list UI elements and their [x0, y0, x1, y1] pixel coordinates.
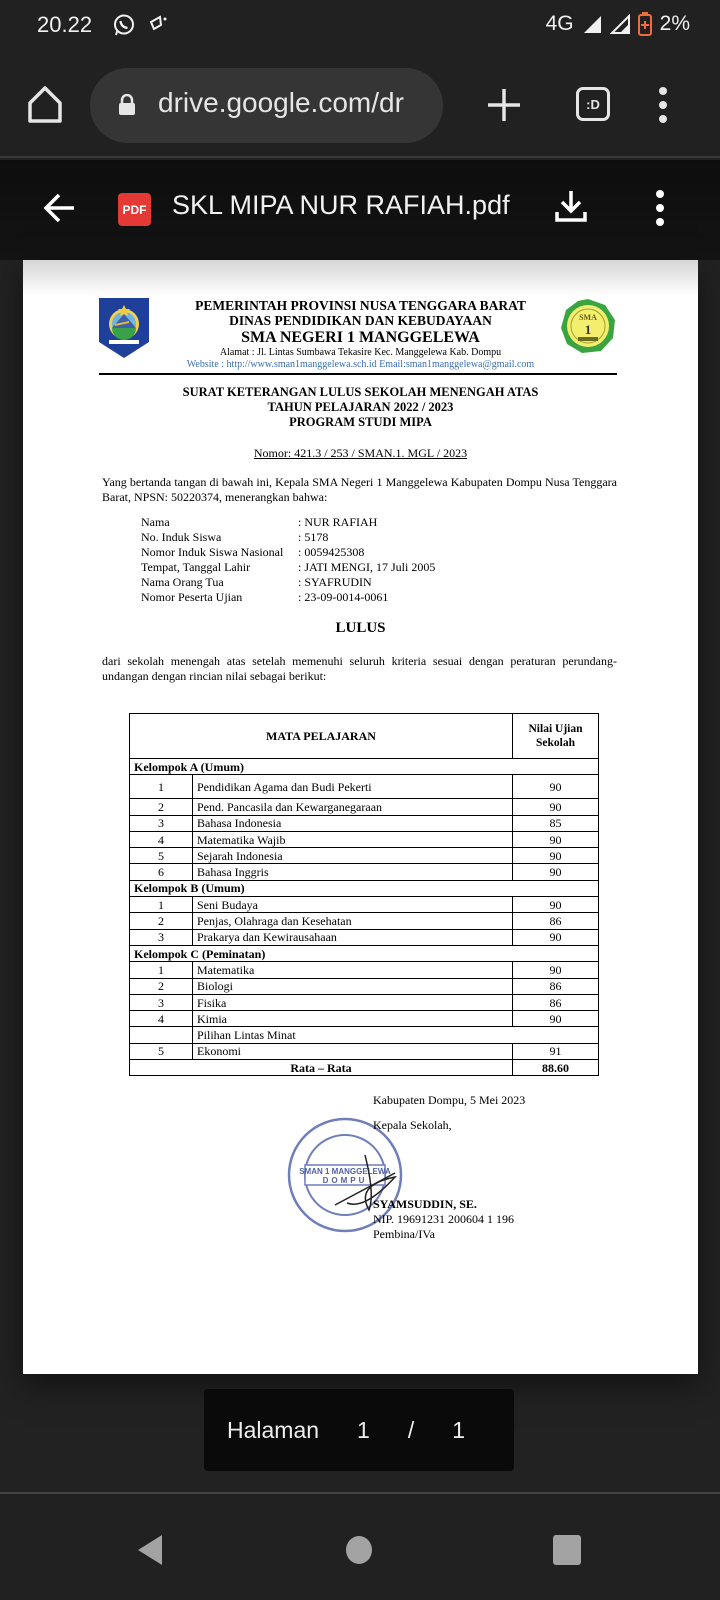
table-cell: 4 — [130, 831, 193, 847]
identity-row: Tempat, Tanggal Lahir : JATI MENGI, 17 Juli 2005 — [141, 560, 436, 574]
table-cell: Pilihan Lintas Minat — [193, 1027, 599, 1043]
identity-row: No. Induk Siswa : 5178 — [141, 530, 329, 544]
header-subject: MATA PELAJARAN — [130, 714, 513, 759]
table-cell: 2 — [130, 913, 193, 929]
table-row — [130, 831, 599, 847]
network-type: 4G — [545, 12, 574, 35]
page-top-shadow — [23, 260, 698, 296]
student-identity — [141, 515, 435, 605]
table-cell: Bahasa Indonesia — [193, 815, 513, 831]
table-cell: 90 — [513, 831, 599, 847]
group-row — [130, 945, 599, 961]
status-bar — [0, 0, 720, 55]
more-options-icon[interactable] — [652, 188, 668, 228]
table-row — [130, 994, 599, 1010]
battery-percent: 2% — [659, 12, 690, 35]
table-cell: Penjas, Olahraga dan Kesehatan — [193, 913, 513, 929]
table-row — [130, 962, 599, 978]
table-row — [130, 1011, 599, 1027]
table-cell: Kelompok B (Umum) — [130, 880, 599, 896]
table-cell: 90 — [513, 848, 599, 864]
table-cell: Kimia — [193, 1011, 513, 1027]
table-cell: 91 — [513, 1043, 599, 1059]
svg-text:DOMPU: DOMPU — [322, 1176, 368, 1185]
pdf-viewer[interactable] — [0, 260, 720, 1492]
table-cell: 5 — [130, 1043, 193, 1059]
table-cell: 90 — [513, 929, 599, 945]
table-row — [130, 978, 599, 994]
new-tab-plus-icon[interactable] — [484, 85, 524, 125]
page-label: Halaman — [227, 1416, 320, 1443]
letterhead-web: Website : http://www.sman1manggelewa.sch.id Email:sman1manggelewa@gmail.com — [186, 359, 535, 370]
criteria-paragraph: dari sekolah menengah atas setelah memenuhi seluruh kriteria sesuai dengan peraturan perundang-undangan dengan rincian nilai sebagai berikut: — [102, 654, 617, 683]
home-circle-icon[interactable] — [345, 1534, 373, 1566]
tab-switcher-button[interactable]: :D — [576, 87, 610, 121]
table-row — [130, 929, 599, 945]
identity-row: Nomor Induk Siswa Nasional : 0059425308 — [141, 545, 365, 559]
table-row — [130, 897, 599, 913]
signer-rank: Pembina/IVa — [373, 1227, 435, 1241]
signal-icon — [582, 14, 602, 34]
home-icon[interactable] — [24, 83, 66, 125]
download-icon[interactable] — [553, 188, 589, 224]
table-cell: 86 — [513, 994, 599, 1010]
table-cell: 86 — [513, 978, 599, 994]
table-cell: 90 — [513, 799, 599, 815]
table-cell: 90 — [513, 1011, 599, 1027]
table-cell: Pendidikan Agama dan Budi Pekerti — [193, 775, 513, 799]
title-line-2: TAHUN PELAJARAN 2022 / 2023 — [267, 400, 454, 414]
table-cell: Prakarya dan Kewirausahaan — [193, 929, 513, 945]
table-cell: 90 — [513, 962, 599, 978]
table-row — [130, 775, 599, 799]
header-score: Nilai Ujian Sekolah — [513, 714, 599, 759]
battery-low-icon — [638, 12, 652, 36]
table-header — [130, 714, 599, 759]
identity-row: Nama : NUR RAFIAH — [141, 515, 378, 529]
place-date: Kabupaten Dompu, 5 Mei 2023 — [373, 1093, 526, 1107]
pdf-file-icon: PDF — [118, 193, 151, 226]
signer-name: SYAMSUDDIN, SE. — [373, 1197, 477, 1211]
table-cell: 5 — [130, 848, 193, 864]
svg-text:SMAN 1 MANGGELEWA: SMAN 1 MANGGELEWA — [299, 1167, 391, 1176]
table-cell: 90 — [513, 897, 599, 913]
identity-row: Nama Orang Tua : SYAFRUDIN — [141, 575, 372, 589]
table-cell: Fisika — [193, 994, 513, 1010]
lintas-minat-row — [130, 1027, 599, 1043]
school-logo-icon — [560, 298, 616, 354]
table-cell: 90 — [513, 864, 599, 880]
letterhead-address: Alamat : Jl. Lintas Sumbawa Tekasire Kec. Manggelewa Kab. Dompu — [219, 347, 502, 358]
signer-nip: NIP. 19691231 200604 1 196 — [373, 1212, 515, 1226]
table-cell: 2 — [130, 799, 193, 815]
whatsapp-icon — [112, 13, 136, 37]
svg-text:SMA: SMA — [579, 313, 597, 322]
table-cell: 3 — [130, 815, 193, 831]
url-text[interactable]: drive.google.com/dr — [158, 87, 404, 118]
letterhead-school: SMA NEGERI 1 MANGGELEWA — [241, 329, 480, 346]
total-pages: 1 — [452, 1416, 466, 1443]
table-cell: 90 — [513, 775, 599, 799]
system-navigation-bar — [0, 1492, 720, 1600]
overflow-menu-icon[interactable] — [655, 85, 671, 125]
table-cell — [130, 1027, 193, 1043]
table-cell: Kelompok A (Umum) — [130, 759, 599, 775]
back-arrow-icon[interactable] — [42, 190, 78, 226]
table-cell: Matematika — [193, 962, 513, 978]
intro-paragraph: Yang bertanda tangan di bawah ini, Kepala SMA Negeri 1 Manggelewa Kabupaten Dompu Nusa Tenggara Barat, NPSN: 50220374, menerangkan bahwa: — [102, 475, 617, 504]
recents-square-icon[interactable] — [552, 1534, 582, 1566]
current-page: 1 — [357, 1416, 370, 1443]
average-label: Rata – Rata — [130, 1060, 513, 1076]
table-row — [130, 864, 599, 880]
letterhead-department: DINAS PENDIDIKAN DAN KEBUDAYAAN — [229, 313, 492, 328]
table-row — [130, 913, 599, 929]
table-cell: 1 — [130, 775, 193, 799]
back-triangle-icon[interactable] — [136, 1534, 164, 1566]
page-separator: / — [407, 1416, 415, 1443]
table-cell: 3 — [130, 929, 193, 945]
title-line-1: SURAT KETERANGAN LULUS SEKOLAH MENENGAH ATAS — [182, 385, 539, 399]
browser-toolbar — [0, 55, 720, 158]
pdf-viewer-toolbar — [0, 160, 720, 260]
graduation-status: LULUS — [335, 620, 386, 636]
table-cell: Bahasa Inggris — [193, 864, 513, 880]
table-cell: 4 — [130, 1011, 193, 1027]
letterhead-government: PEMERINTAH PROVINSI NUSA TENGGARA BARAT — [195, 298, 526, 313]
table-cell: 85 — [513, 815, 599, 831]
table-cell: 6 — [130, 864, 193, 880]
average-value: 88.60 — [513, 1060, 599, 1076]
table-cell: Seni Budaya — [193, 897, 513, 913]
signal-icon-2 — [610, 14, 630, 34]
table-cell: 1 — [130, 897, 193, 913]
table-cell: Pend. Pancasila dan Kewarganegaraan — [193, 799, 513, 815]
address-bar[interactable] — [90, 68, 443, 143]
table-cell: 1 — [130, 962, 193, 978]
lock-icon — [118, 94, 136, 116]
document-number: Nomor: 421.3 / 253 / SMAN.1. MGL / 2023 — [253, 446, 468, 460]
status-time: 20.22 — [37, 12, 93, 37]
table-cell: 2 — [130, 978, 193, 994]
table-cell: Ekonomi — [193, 1043, 513, 1059]
table-cell: 86 — [513, 913, 599, 929]
group-row — [130, 759, 599, 775]
signer-position: Kepala Sekolah, — [373, 1118, 452, 1132]
table-cell: Matematika Wajib — [193, 831, 513, 847]
table-cell: Kelompok C (Peminatan) — [130, 945, 599, 961]
status-right — [546, 12, 690, 36]
table-row — [130, 848, 599, 864]
notification-icon — [148, 13, 170, 35]
pdf-page[interactable] — [23, 260, 698, 1374]
table-cell: 3 — [130, 994, 193, 1010]
table-cell: Sejarah Indonesia — [193, 848, 513, 864]
signature-block — [373, 1093, 525, 1242]
table-row — [130, 1043, 599, 1059]
title-line-3: PROGRAM STUDI MIPA — [289, 415, 432, 429]
table-row — [130, 815, 599, 831]
average-row — [130, 1060, 599, 1076]
file-title: SKL MIPA NUR RAFIAH.pdf — [172, 190, 510, 220]
page-indicator — [204, 1389, 514, 1471]
svg-text:1: 1 — [584, 322, 592, 337]
identity-row: Nomor Peserta Ujian : 23-09-0014-0061 — [141, 590, 389, 604]
table-cell: Biologi — [193, 978, 513, 994]
table-row — [130, 799, 599, 815]
letterhead-rule — [99, 373, 617, 375]
document-title — [23, 385, 698, 430]
grades-table — [129, 713, 599, 1076]
group-row — [130, 880, 599, 896]
